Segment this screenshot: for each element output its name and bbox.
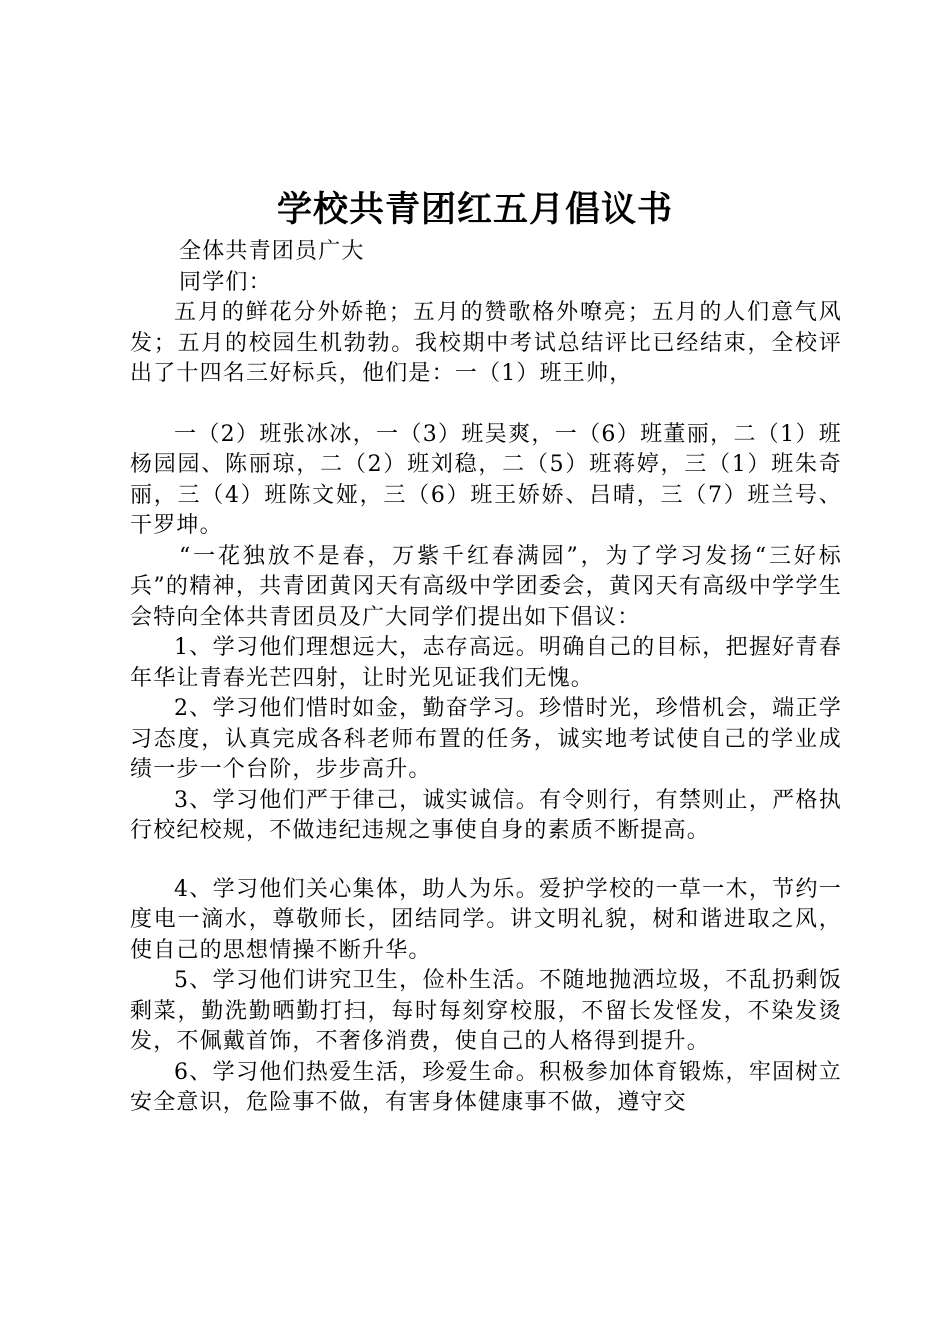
proposal-item-4: 4、学习他们关心集体，助人为乐。爱护学校的一草一木，节约一度电一滴水，尊敬师长，团结同学。讲文明礼貌，树和谐进取之风，使自己的思想情操不断升华。 <box>130 876 842 963</box>
paragraph-quote: “一花独放不是春，万紫千红春满园”，为了学习发扬“三好标兵”的精神，共青团黄冈天有高级中学团委会，黄冈天有高级中学学生会特向全体共青团员及广大同学们提出如下倡议： <box>130 543 842 630</box>
proposal-item-3: 3、学习他们严于律己，诚实诚信。有令则行，有禁则止，严格执行校纪校规，不做违纪违规之事使自身的素质不断提高。 <box>130 787 842 843</box>
blank-line <box>130 390 842 420</box>
document-title: 学校共青团红五月倡议书 <box>276 189 673 230</box>
paragraph-intro: 五月的鲜花分外娇艳；五月的赞歌格外嘹亮；五月的人们意气风发；五月的校园生机勃勃。我校期中考试总结评比已经结束，全校评出了十四名三好标兵，他们是：一（1）班王帅， <box>130 300 842 386</box>
paragraph-names: 一（2）班张冰冰，一（3）班吴爽，一（6）班董丽，二（1）班杨园园、陈丽琼，二（2）班刘稳，二（5）班蒋婷，三（1）班朱奇丽，三（4）班陈文娅，三（6）班王娇娇、吕晴，三（7）班兰号、干罗坤。 <box>130 421 842 538</box>
blank-line <box>130 847 842 875</box>
proposal-item-6: 6、学习他们热爱生活，珍爱生命。积极参加体育锻炼，牢固树立安全意识，危险事不做，有害身体健康事不做，遵守交 <box>130 1059 842 1115</box>
salutation-line-1: 全体共青团员广大 <box>179 239 365 264</box>
document-body <box>130 237 842 1119</box>
salutation-line-2: 同学们： <box>179 269 272 295</box>
proposal-item-1: 1、学习他们理想远大，志存高远。明确自己的目标，把握好青春年华让青春光芒四射，让时光见证我们无愧。 <box>130 635 842 691</box>
proposal-item-5: 5、学习他们讲究卫生，俭朴生活。不随地抛洒垃圾，不乱扔剩饭剩菜，勤洗勤晒勤打扫，每时每刻穿校服，不留长发怪发，不染发烫发，不佩戴首饰，不奢侈消费，使自己的人格得到提升。 <box>130 968 842 1054</box>
proposal-item-2: 2、学习他们惜时如金，勤奋学习。珍惜时光，珍惜机会，端正学习态度，认真完成各科老师布置的任务，诚实地考试使自己的学业成绩一步一个台阶，步步高升。 <box>130 696 842 782</box>
